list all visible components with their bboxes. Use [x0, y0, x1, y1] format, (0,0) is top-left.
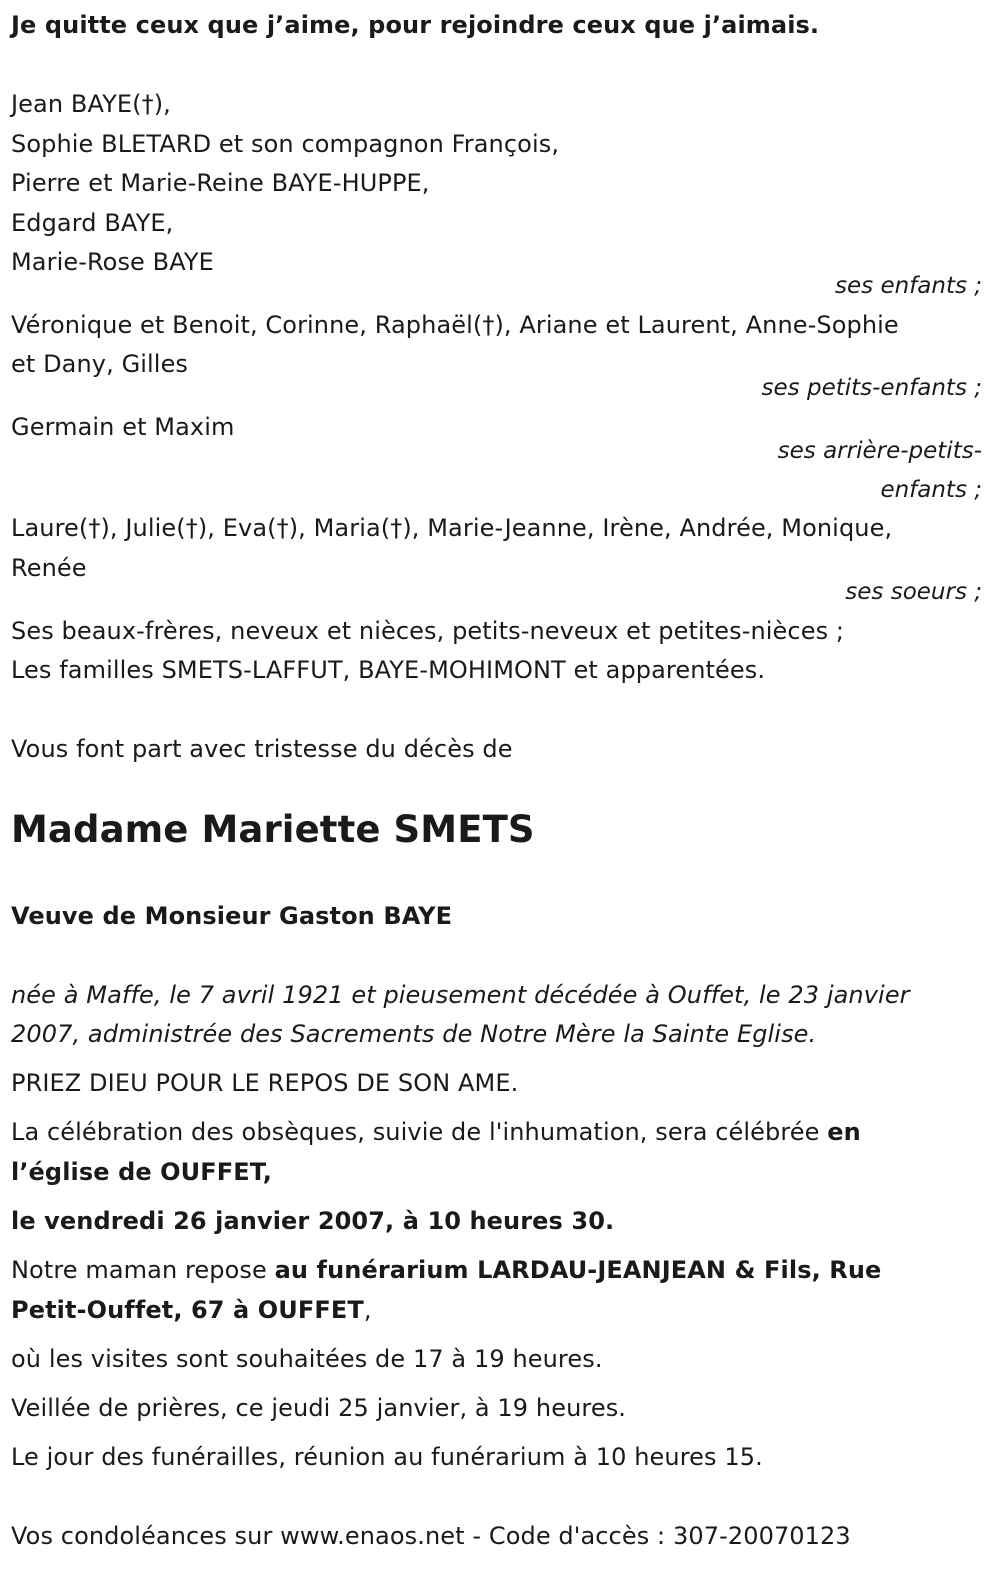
extended-family-line: Les familles SMETS-LAFFUT, BAYE-MOHIMONT et apparentées. — [11, 656, 766, 684]
child-line: Sophie BLETARD et son compagnon François, — [11, 130, 560, 158]
ceremony-line — [11, 1117, 861, 1147]
grandchildren-label: ses petits-enfants ; — [761, 375, 982, 401]
visits: où les visites sont souhaitées de 17 à 19 heures. — [11, 1345, 603, 1373]
grandchild-line: Véronique et Benoit, Corinne, Raphaël(†), Ariane et Laurent, Anne-Sophie — [11, 311, 899, 339]
child-line: Marie-Rose BAYE — [11, 248, 214, 276]
extended-family-line: Ses beaux-frères, neveux et nièces, petits-neveux et petites-nièces ; — [11, 617, 845, 645]
child-line: Jean BAYE(†), — [11, 90, 171, 118]
sisters-label: ses soeurs ; — [845, 579, 982, 605]
grandchild-line: et Dany, Gilles — [11, 350, 189, 378]
child-line: Edgard BAYE, — [11, 209, 174, 237]
epigraph: Je quitte ceux que j’aime, pour rejoindre ceux que j’aimais. — [11, 11, 820, 39]
sister-line: Renée — [11, 554, 87, 582]
funeral-home-address: Petit-Ouffet, 67 à OUFFET — [11, 1296, 364, 1324]
funeral-home-text: Notre maman repose — [11, 1256, 275, 1284]
ceremony-text: La célébration des obsèques, suivie de l'inhumation, sera célébrée — [11, 1118, 828, 1146]
condolences-link[interactable]: Vos condoléances sur www.enaos.net - Code d'accès : 307-20070123 — [11, 1522, 851, 1550]
deceased-name: Madame Mariette SMETS — [11, 808, 535, 851]
funeral-home-address: au funérarium LARDAU-JEANJEAN & Fils, Rue — [274, 1256, 882, 1284]
great-grandchild-line: Germain et Maxim — [11, 413, 235, 441]
birth-death-line: née à Maffe, le 7 avril 1921 et pieusement décédée à Ouffet, le 23 janvier — [11, 981, 910, 1009]
great-grandchildren-label: enfants ; — [880, 477, 982, 503]
birth-death-line: 2007, administrée des Sacrements de Notre Mère la Sainte Eglise. — [11, 1020, 817, 1048]
announcement: Vous font part avec tristesse du décès de — [11, 735, 513, 763]
funeral-home-tail: , — [363, 1296, 372, 1324]
great-grandchildren-label: ses arrière-petits- — [777, 438, 982, 464]
children-label: ses enfants ; — [835, 273, 982, 299]
funeral-home-line — [11, 1295, 372, 1325]
ceremony-date: le vendredi 26 janvier 2007, à 10 heures 30. — [11, 1207, 615, 1235]
ceremony-place: l’église de OUFFET, — [11, 1158, 273, 1186]
vigil: Veillée de prières, ce jeudi 25 janvier, à 19 heures. — [11, 1394, 627, 1422]
widow-of: Veuve de Monsieur Gaston BAYE — [11, 902, 453, 930]
meeting: Le jour des funérailles, réunion au funérarium à 10 heures 15. — [11, 1443, 763, 1471]
funeral-home-line — [11, 1255, 881, 1285]
child-line: Pierre et Marie-Reine BAYE-HUPPE, — [11, 169, 430, 197]
prayer: PRIEZ DIEU POUR LE REPOS DE SON AME. — [11, 1069, 519, 1097]
sister-line: Laure(†), Julie(†), Eva(†), Maria(†), Marie-Jeanne, Irène, Andrée, Monique, — [11, 514, 893, 542]
ceremony-place: en — [827, 1118, 861, 1146]
